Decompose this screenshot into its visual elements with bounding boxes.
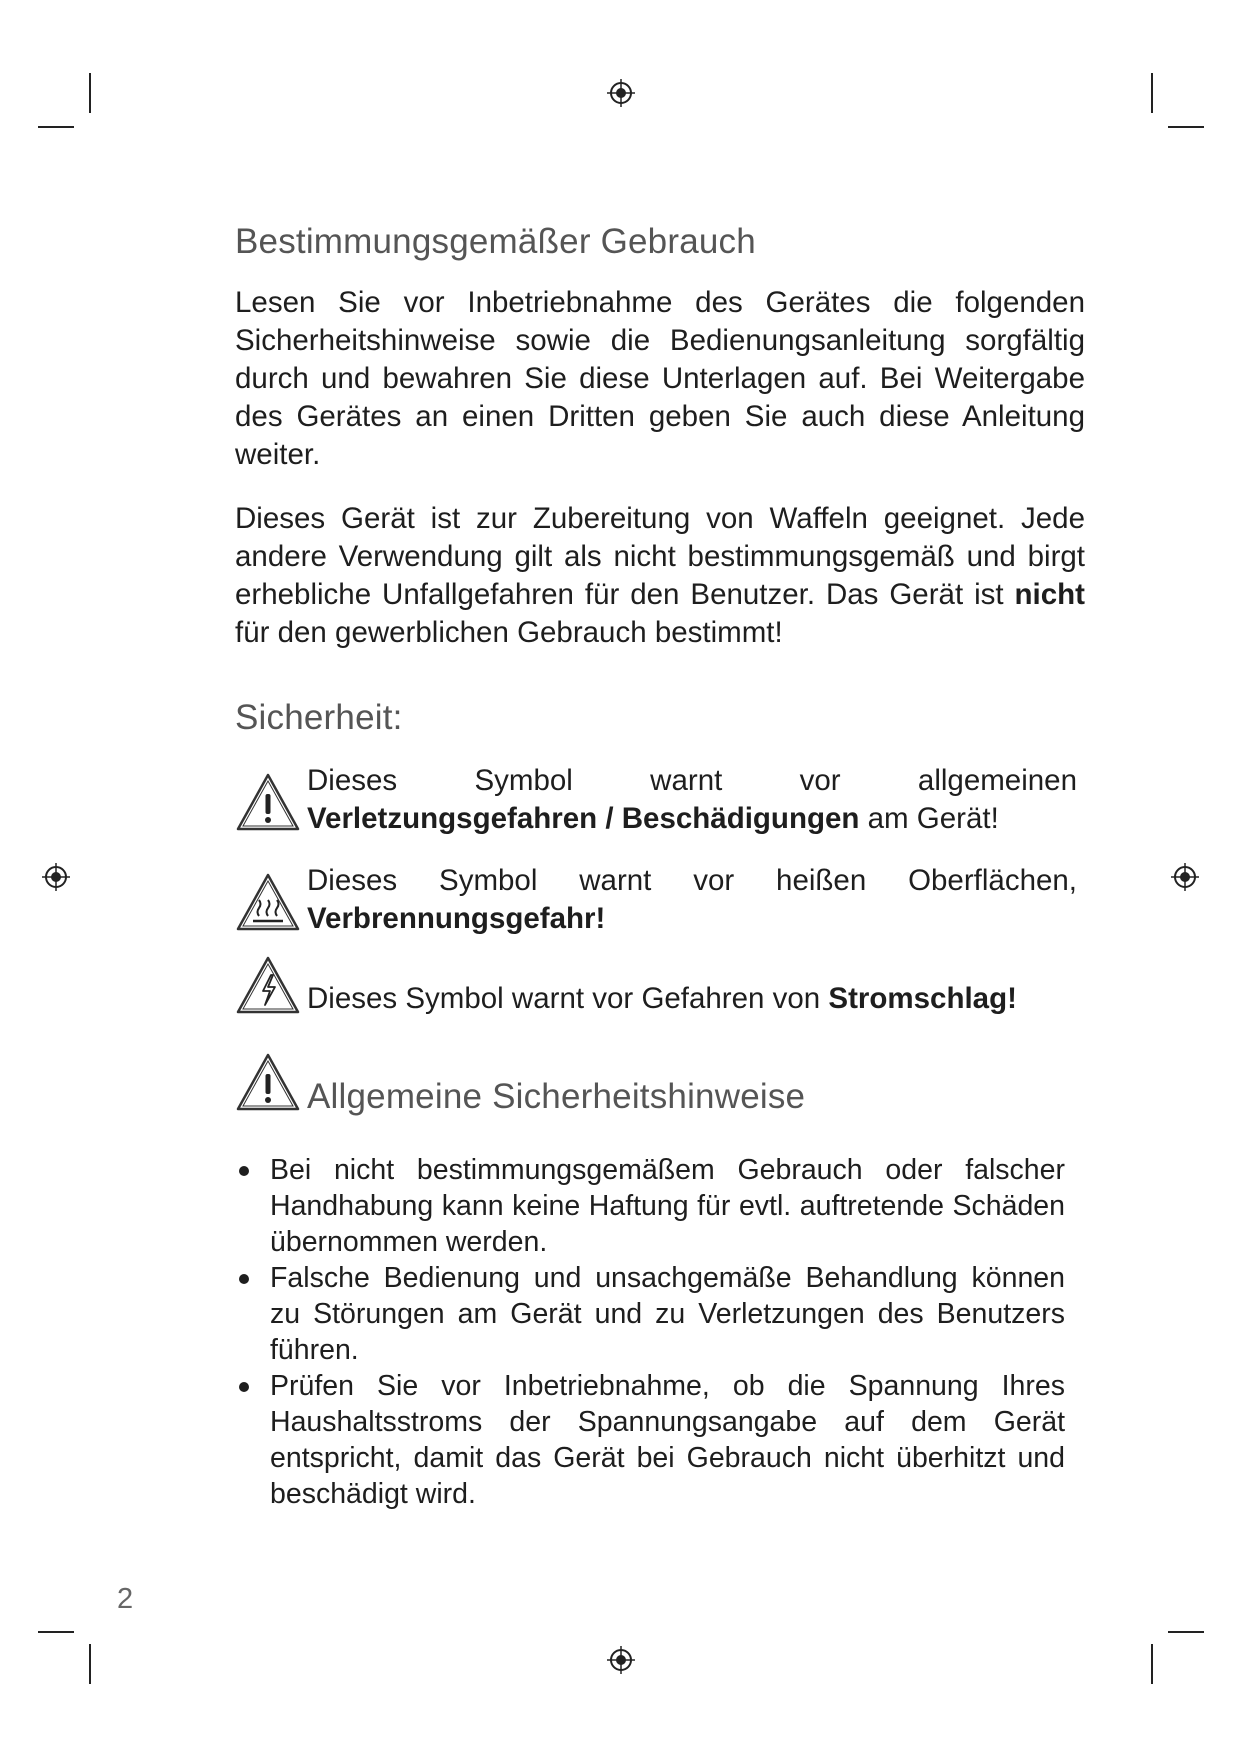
- symbol-row: [235, 762, 1085, 842]
- electric-shock-warning-icon: [235, 955, 301, 1015]
- symbol-row: [235, 862, 1085, 942]
- registration-mark-icon: [1170, 862, 1200, 892]
- section-intended-use: [235, 222, 1085, 652]
- paragraph: Lesen Sie vor Inbetriebnahme des Gerätes die folgenden Sicherheitshinweise sowie die Bedienungsanleitung sorgfältig durch und bewahren Sie diese Unterlagen auf. Bei Weitergabe des Gerätes an einen Dritten geben Sie auch diese Anleitung weiter.: [235, 286, 1085, 471]
- list-item: Falsche Bedienung und unsachgemäße Behandlung können zu Störungen am Gerät und zu Verletzungen des Benutzers führen.: [235, 1260, 1065, 1368]
- paragraph-text: Dieses Gerät ist zur Zubereitung von Waffeln geeignet. Jede andere Verwendung gilt als nicht bestimmungsgemäß und birgt erhebliche Unfallgefahren für den Benutzer. Das Gerät ist: [235, 502, 1085, 611]
- crop-mark: [1168, 1631, 1204, 1633]
- hot-surface-warning-icon: [235, 872, 301, 932]
- emphasis-text: Verbrennungsgefahr!: [307, 902, 606, 935]
- registration-mark-icon: [606, 78, 636, 108]
- warning-exclamation-icon: [235, 772, 301, 832]
- crop-mark: [1151, 73, 1153, 113]
- section-title: Allgemeine Sicherheitshinweise: [307, 1077, 806, 1116]
- registration-mark-icon: [606, 1645, 636, 1675]
- crop-mark: [1168, 126, 1204, 128]
- emphasis-text: Verletzungsgefahren / Beschädigungen: [307, 802, 860, 835]
- emphasis-text: nicht: [1014, 578, 1085, 611]
- crop-mark: [1151, 1644, 1153, 1684]
- registration-mark-icon: [41, 862, 71, 892]
- section-title: Sicherheit:: [235, 698, 403, 737]
- crop-mark: [89, 1644, 91, 1684]
- list-item: Bei nicht bestimmungsgemäßem Gebrauch oder falscher Handhabung kann keine Haftung für evtl. auftretende Schäden übernommen werden.: [235, 1152, 1065, 1260]
- crop-mark: [38, 1631, 74, 1633]
- section-general-safety: [235, 1052, 1085, 1122]
- paragraph: [235, 500, 1085, 652]
- paragraph-text: für den gewerblichen Gebrauch bestimmt!: [235, 616, 783, 649]
- symbol-description: am Gerät!: [859, 802, 999, 835]
- section-title: Bestimmungsgemäßer Gebrauch: [235, 222, 756, 261]
- crop-mark: [89, 73, 91, 113]
- page-number: 2: [117, 1583, 134, 1615]
- crop-mark: [38, 126, 74, 128]
- symbol-description: Dieses Symbol warnt vor Gefahren von: [307, 982, 829, 1015]
- symbol-description: Dieses Symbol warnt vor heißen Oberflächen,: [307, 864, 1077, 897]
- list-item: Prüfen Sie vor Inbetriebnahme, ob die Spannung Ihres Haushaltsstroms der Spannungsangabe auf dem Gerät entspricht, damit das Gerät bei Gebrauch nicht überhitzt und beschädigt wird.: [235, 1368, 1065, 1512]
- emphasis-text: Stromschlag!: [828, 982, 1017, 1015]
- warning-exclamation-icon: [235, 1052, 301, 1112]
- safety-bullet-list: [235, 1152, 1065, 1512]
- symbol-description: Dieses Symbol warnt vor allgemeinen: [307, 764, 1077, 797]
- symbol-row: [235, 955, 1085, 1025]
